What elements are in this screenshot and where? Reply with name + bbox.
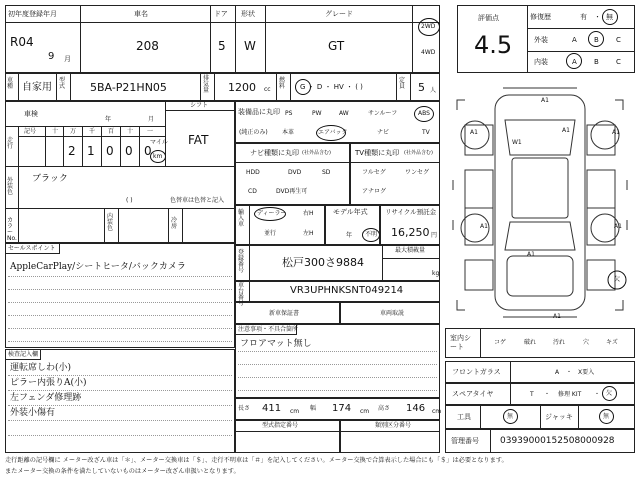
mgmt-value: 03939000152508000928 bbox=[500, 436, 615, 446]
equip-item: 本革 bbox=[282, 129, 295, 136]
recycle-unit: 円 bbox=[431, 232, 438, 239]
cold-label: 冷房 bbox=[171, 217, 178, 230]
inspection-year-unit: 年 bbox=[105, 116, 112, 123]
windshield-item: ・ bbox=[566, 369, 573, 376]
tv-item: フルセグ bbox=[362, 169, 386, 176]
width-value: 174 bbox=[332, 403, 352, 414]
seat-label: 室内シート bbox=[450, 334, 471, 352]
inspector-line: 左フェンダ修理跡 bbox=[10, 393, 82, 403]
shape: W bbox=[244, 39, 256, 53]
equip-item: AW bbox=[339, 110, 349, 117]
exterior-paren: ( ) bbox=[126, 197, 133, 204]
equip-item: エアバック bbox=[318, 129, 348, 136]
length-label: 長さ bbox=[238, 405, 251, 412]
left-column bbox=[5, 101, 235, 243]
spare-item: ・ bbox=[594, 391, 601, 398]
use-value: 自家用 bbox=[22, 82, 52, 93]
exterior-color: ブラック bbox=[32, 174, 68, 184]
damage-mark: A1 bbox=[612, 129, 620, 136]
chassis-label: 車台番号 bbox=[238, 282, 245, 307]
notes-label: 注意事項・不具合箇所 bbox=[238, 326, 299, 333]
seat-item: 汚れ bbox=[553, 339, 566, 346]
cap-unit: 人 bbox=[430, 87, 437, 94]
fuel-label: 燃料 bbox=[279, 77, 286, 90]
recycle-value: 16,250 bbox=[391, 226, 430, 239]
width-label: 幅 bbox=[310, 405, 317, 412]
jack-value: 無 bbox=[603, 413, 610, 420]
navi-item: SD bbox=[322, 169, 331, 176]
chassis-value: VR3UPHNKSNT049214 bbox=[290, 285, 404, 296]
model-year-unknown: 不明 bbox=[365, 231, 378, 238]
shift-label: シフト bbox=[190, 102, 209, 109]
seat-item: 破れ bbox=[524, 339, 537, 346]
score-label: 評価点 bbox=[478, 14, 499, 22]
mileage-digit: 0 bbox=[125, 144, 133, 158]
width-unit: cm bbox=[360, 408, 370, 415]
tv-note: (社外品含む) bbox=[404, 150, 433, 156]
spare-item: ・ bbox=[544, 391, 551, 398]
seat-item: コゲ bbox=[494, 339, 507, 346]
cap-label: 定員 bbox=[399, 77, 406, 90]
damage-mark: W1 bbox=[512, 139, 522, 146]
exterior-note: 色替車は色替と記入 bbox=[170, 197, 225, 204]
repair-opt: 無 bbox=[606, 13, 613, 21]
int-opt: B bbox=[594, 58, 599, 66]
seat-item: 穴 bbox=[583, 339, 590, 346]
inspection-month-unit: 月 bbox=[148, 116, 155, 123]
reg-month-unit: 月 bbox=[64, 55, 71, 63]
navi-label: ナビ種類に丸印 bbox=[250, 149, 299, 157]
drive-2wd: 2WD bbox=[421, 23, 436, 30]
doors: 5 bbox=[218, 39, 226, 53]
car-diagram bbox=[445, 80, 635, 325]
footer-line-2: またメーター交換の条件を満たしていないものはメーター改ざん車扱いとなります。 bbox=[5, 468, 240, 475]
navi-item: HDD bbox=[246, 169, 260, 176]
damage-mark: A1 bbox=[553, 313, 561, 320]
height-value: 146 bbox=[406, 403, 426, 414]
int-label: 内装 bbox=[534, 58, 548, 66]
inspector-line: 運転席しわ(小) bbox=[10, 363, 72, 373]
col-10k: 十 bbox=[52, 128, 59, 135]
repair-opt: 有 bbox=[580, 13, 587, 21]
spare-item: 欠 bbox=[606, 390, 613, 397]
height-label: 高さ bbox=[378, 405, 391, 412]
import-dealer: ディーラー bbox=[257, 210, 287, 217]
shift-value: FAT bbox=[188, 133, 209, 147]
mileage-digit: 2 bbox=[68, 144, 76, 158]
spare-item: 修理 KIT bbox=[558, 391, 582, 398]
notes-box bbox=[235, 324, 440, 398]
registration-label: 登録番号 bbox=[238, 249, 245, 274]
import-label: 輸入車 bbox=[238, 209, 245, 228]
length-value: 411 bbox=[262, 403, 282, 414]
recycle-label: リサイクル預託金 bbox=[385, 208, 437, 216]
ext-opt: C bbox=[616, 36, 621, 44]
class-label: 類別区分番号 bbox=[375, 422, 412, 429]
sales-point-text: AppleCarPlay/シートヒータ/バックカメラ bbox=[10, 262, 186, 272]
equip-item: PW bbox=[312, 110, 322, 117]
ext-label: 外装 bbox=[534, 36, 548, 44]
disp-value: 1200 bbox=[228, 81, 256, 94]
inspector-line: ピラー内張りA(小) bbox=[10, 378, 87, 388]
model-label: 型式 bbox=[59, 77, 66, 90]
seat-item: キズ bbox=[606, 339, 618, 346]
int-opt: C bbox=[616, 58, 621, 66]
tv-item: アナログ bbox=[362, 188, 387, 195]
use-label: 車種 bbox=[7, 77, 14, 90]
docs-manual: 車両取説 bbox=[380, 310, 405, 317]
length-unit: cm bbox=[290, 408, 300, 415]
mileage-digit: 1 bbox=[87, 144, 95, 158]
col-ten: 十 bbox=[127, 128, 134, 135]
max-load-label: 最大積載量 bbox=[395, 247, 426, 254]
model-year-unit: 年 bbox=[346, 232, 353, 239]
import-left: 左H bbox=[303, 230, 314, 237]
damage-mark: A1 bbox=[541, 97, 549, 104]
col-one: 一 bbox=[147, 128, 154, 135]
name-label: 車名 bbox=[134, 10, 148, 18]
import-right: 右H bbox=[303, 210, 314, 217]
reg-era: R04 bbox=[10, 35, 34, 49]
score-value: 4.5 bbox=[474, 31, 513, 59]
footer-line-1: 走行距離の記号欄に メーター改ざん車は「＊」、メーター交換車は「＄」、走行不明車は「＃」を記入してください。メーター交換で合算表示した場合にも「＄」は必要となります。 bbox=[5, 457, 508, 464]
inspector-label: 検査記入欄 bbox=[8, 351, 39, 358]
drive-4wd: 4WD bbox=[421, 49, 436, 56]
navi-item: DVD bbox=[288, 169, 302, 176]
ext-opt: B bbox=[594, 36, 599, 44]
equip-item: ナビ bbox=[377, 129, 390, 136]
reg-date-label: 初年度登録年月 bbox=[8, 10, 57, 18]
type-label: 型式指定番号 bbox=[262, 422, 299, 429]
car-name: 208 bbox=[136, 39, 159, 53]
col-thou: 千 bbox=[89, 128, 96, 135]
exterior-label: 外装色 bbox=[7, 177, 14, 196]
repair-label: 修復歴 bbox=[530, 13, 551, 21]
mileage-label: 走行 bbox=[7, 137, 14, 150]
knuckle-mark: 欠 bbox=[614, 276, 621, 283]
damage-mark: A1 bbox=[470, 129, 478, 136]
tv-label: TV種類に丸印 bbox=[355, 149, 400, 157]
mileage-digit: 0 bbox=[144, 144, 152, 158]
repair-sep: ・ bbox=[594, 13, 601, 21]
ext-opt: A bbox=[572, 36, 577, 44]
damage-mark: A1 bbox=[527, 251, 535, 258]
sales-point bbox=[5, 243, 235, 348]
grade-label: グレード bbox=[325, 10, 353, 18]
damage-mark: A1 bbox=[614, 223, 622, 230]
docs-warranty: 新車保証書 bbox=[269, 310, 300, 317]
height-unit: cm bbox=[432, 408, 442, 415]
windshield-label: フロントガラス bbox=[452, 368, 501, 376]
tools-value: 無 bbox=[507, 413, 514, 420]
damage-mark: A1 bbox=[562, 127, 570, 134]
tools-label: 工具 bbox=[457, 413, 471, 421]
reg-month: 9 bbox=[48, 51, 55, 62]
max-load-unit: kg bbox=[432, 270, 440, 277]
fuel-options: G ・ D ・ HV ・ ( ) bbox=[300, 83, 363, 91]
equip-item: ABS bbox=[418, 110, 430, 117]
equipment-note: (純正のみ) bbox=[239, 129, 268, 136]
disp-unit: cc bbox=[264, 86, 271, 93]
jack-label: ジャッキ bbox=[545, 413, 573, 421]
navi-item: DVD再生可 bbox=[276, 188, 308, 195]
spare-item: T bbox=[530, 391, 534, 398]
col-mark: 記号 bbox=[24, 128, 37, 135]
mileage-digit: 0 bbox=[106, 144, 114, 158]
unit-km: km bbox=[153, 153, 163, 160]
col-man: 万 bbox=[70, 128, 77, 135]
tv-item: ワンセグ bbox=[405, 169, 430, 176]
windshield-item: X要入 bbox=[578, 369, 595, 376]
registration-value: 松戸300さ9884 bbox=[282, 256, 364, 269]
disp-label: 排気量 bbox=[203, 75, 210, 94]
windshield-item: A bbox=[555, 369, 560, 376]
equip-item: PS bbox=[285, 110, 293, 117]
cap-value: 5 bbox=[418, 81, 425, 94]
inspection-label: 車検 bbox=[24, 110, 38, 118]
grade: GT bbox=[328, 39, 345, 53]
color-no-label: カラーNo. bbox=[7, 217, 17, 242]
navi-note: (社外品含む) bbox=[302, 150, 331, 156]
int-opt: A bbox=[572, 58, 577, 66]
model-value: 5BA-P21HN05 bbox=[90, 81, 167, 94]
equipment-label: 装備品に丸印 bbox=[238, 108, 280, 116]
model-year-label: モデル年式 bbox=[333, 208, 368, 216]
damage-mark: A1 bbox=[480, 223, 488, 230]
equip-item: サンルーフ bbox=[368, 110, 398, 117]
door-label: ドア bbox=[214, 10, 228, 18]
shape-label: 形状 bbox=[241, 10, 255, 18]
inspector-line: 外装小傷有 bbox=[10, 408, 56, 418]
notes-text: フロアマット無し bbox=[240, 339, 312, 349]
mgmt-label: 管理番号 bbox=[451, 437, 479, 445]
col-hund: 百 bbox=[108, 128, 115, 135]
spare-label: スペアタイヤ bbox=[452, 390, 494, 398]
equip-item: TV bbox=[422, 129, 430, 136]
sales-point-label: セールスポイント bbox=[8, 245, 56, 252]
unit-mile: マイル bbox=[150, 139, 168, 146]
interior-label: 内装色 bbox=[107, 213, 114, 232]
import-parallel: 並行 bbox=[264, 230, 277, 237]
navi-item: CD bbox=[248, 188, 257, 195]
